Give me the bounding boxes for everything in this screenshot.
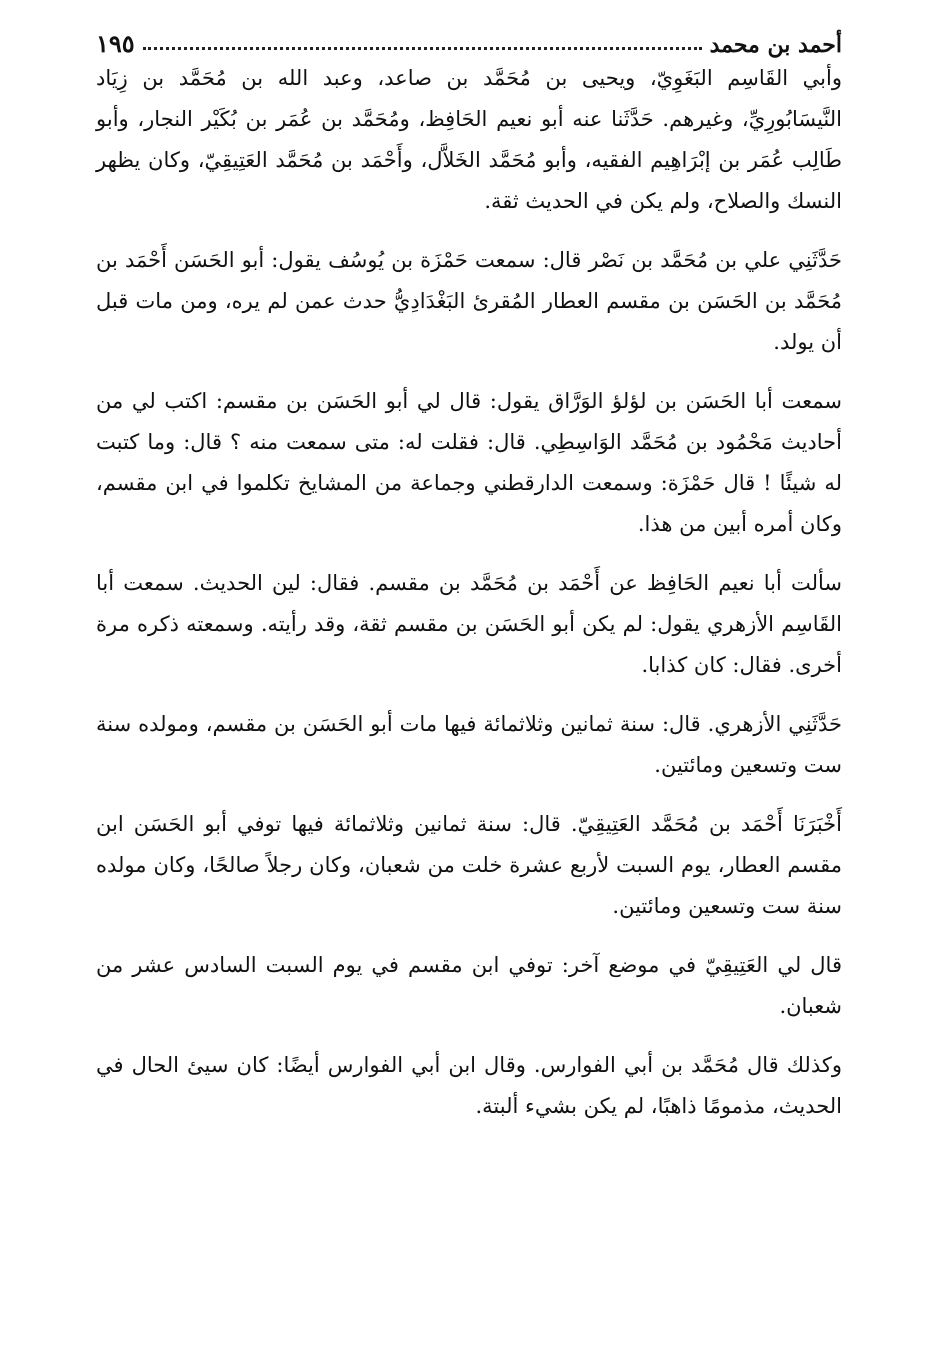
paragraph-5: حَدَّثَنِي الأزهري. قال: سنة ثمانين وثلاثمائة فيها مات أبو الحَسَن بن مقسم، ومولده سنة ست وتسعين ومائتين. — [96, 712, 842, 777]
paragraph-4: سألت أبا نعيم الحَافِظ عن أَحْمَد بن مُحَمَّد بن مقسم. فقال: لين الحديث. سمعت أبا القَاسِم الأزهري يقول: لم يكن أبو الحَسَن بن مقسم ثقة، وقد رأيته. وسمعته ذكره مرة أخرى. فقال: كان كذابا. — [96, 571, 842, 677]
paragraph-3: سمعت أبا الحَسَن بن لؤلؤ الوَرَّاق يقول: قال لي أبو الحَسَن بن مقسم: اكتب لي من أحاديث مَحْمُود بن مُحَمَّد الوَاسِطِي. قال: فقلت له: متى سمعت منه ؟ قال: وما كتبت له شيئًا ! قال حَمْزَة: وسمعت الدارقطني وجماعة من المشايخ تكلموا في ابن مقسم، وكان أمره أبين من هذا. — [96, 389, 842, 536]
page-header — [96, 18, 842, 58]
paragraph-8: وكذلك قال مُحَمَّد بن أبي الفوارس. وقال ابن أبي الفوارس أيضًا: كان سيئ الحال في الحديث، مذمومًا ذاهبًا، لم يكن بشيء ألبتة. — [96, 1053, 842, 1118]
body-text — [96, 58, 842, 1127]
header-dotted-leader — [143, 47, 702, 50]
page-number: ١٩٥ — [96, 29, 135, 58]
paragraph-2: حَدَّثَنِي علي بن مُحَمَّد بن نَصْر قال: سمعت حَمْزَة بن يُوسُف يقول: أبو الحَسَن أَحْمَد بن مُحَمَّد بن الحَسَن بن مقسم العطار المُقرئ البَغْدَادِيُّ حدث عمن لم يره، ومن مات قبل أن يولد. — [96, 248, 842, 354]
paragraph-7: قال لي العَتِيقِيّ في موضع آخر: توفي ابن مقسم في يوم السبت السادس عشر من شعبان. — [96, 953, 842, 1018]
paragraph-1: وأبي القَاسِم البَغَوِيّ، ويحيى بن مُحَمَّد بن صاعد، وعبد الله بن مُحَمَّد بن زِيَاد النَّيسَابُورِيِّ، وغيرهم. حَدَّثَنا عنه أبو نعيم الحَافِظ، ومُحَمَّد بن عُمَر بن بُكَيْر النجار، وأبو طَالِب عُمَر بن إبْرَاهِيم الفقيه، وأبو مُحَمَّد الخَلاَّل، وأَحْمَد بن مُحَمَّد العَتِيقِيّ، وكان يظهر النسك والصلاح، ولم يكن في الحديث ثقة. — [96, 66, 842, 213]
book-page — [96, 18, 842, 1127]
running-title: أحمد بن محمد — [709, 32, 842, 58]
paragraph-6: أَخْبَرَنَا أَحْمَد بن مُحَمَّد العَتِيقِيّ. قال: سنة ثمانين وثلاثمائة فيها توفي أبو الحَسَن ابن مقسم العطار، يوم السبت لأربع عشرة خلت من شعبان، وكان رجلاً صالحًا، وكان مولده سنة ست وتسعين ومائتين. — [96, 812, 842, 918]
